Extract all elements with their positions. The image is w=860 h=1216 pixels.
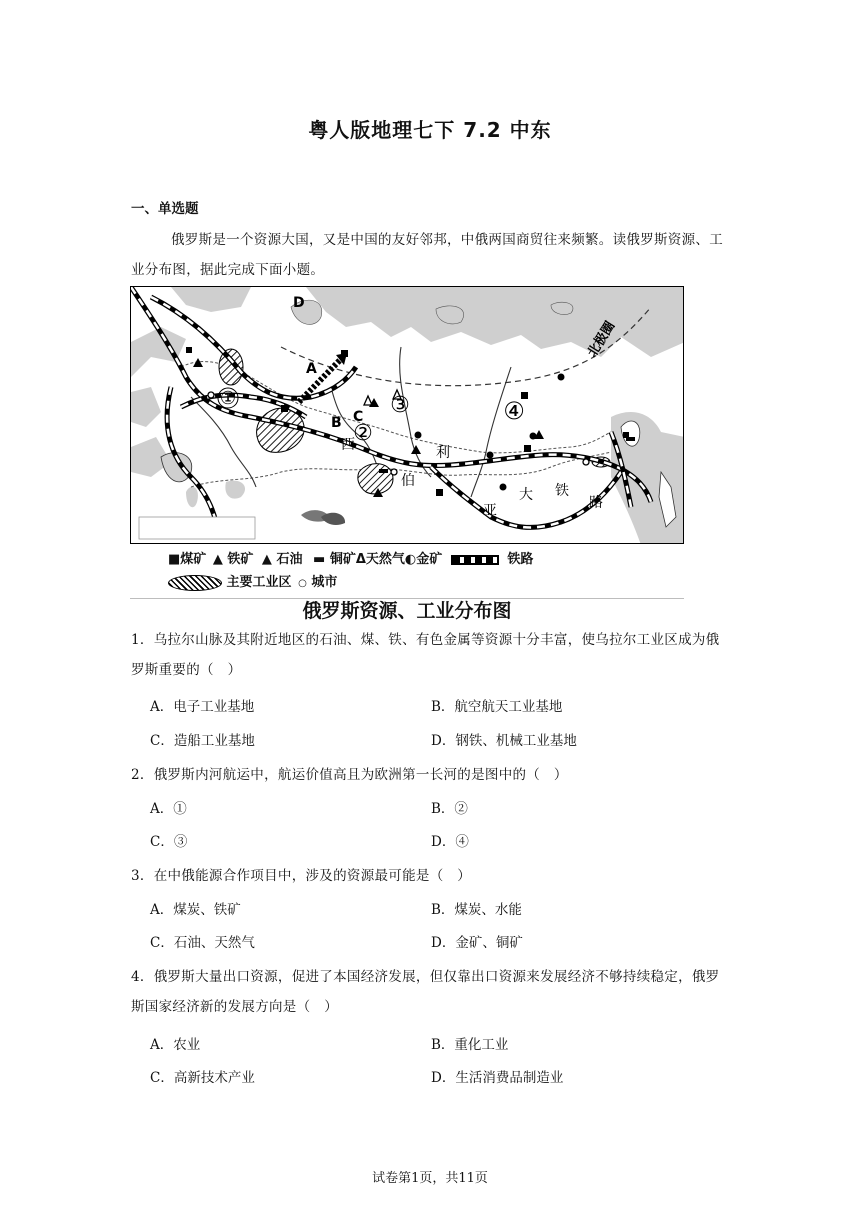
label-A: A xyxy=(306,361,317,377)
q4-option-a[interactable]: A．农业 xyxy=(150,1037,201,1053)
label-li: 利 xyxy=(436,445,450,461)
question-3-stem: 3．在中俄能源合作项目中，涉及的资源最可能是（ ） xyxy=(131,868,472,884)
label-D: D xyxy=(293,295,305,311)
legend-gas: 天然气 xyxy=(365,552,405,567)
label-bo: 伯 xyxy=(401,473,415,489)
map-caption: 俄罗斯资源、工业分布图 xyxy=(302,600,512,622)
label-ya: 亚 xyxy=(483,503,497,519)
legend-coal: 煤矿 xyxy=(180,552,207,567)
q3-option-a[interactable]: A．煤炭、铁矿 xyxy=(150,902,241,918)
document-title: 粤人版地理七下 7.2 中东 xyxy=(308,118,552,142)
q4-option-b[interactable]: B．重化工业 xyxy=(431,1037,509,1053)
legend-iron: 铁矿 xyxy=(227,552,254,567)
legend-copper: 铜矿 xyxy=(329,552,356,567)
q3-option-d[interactable]: D．金矿、铜矿 xyxy=(431,935,523,951)
russia-resource-map xyxy=(130,286,684,544)
gold-legend-icon: ◐ xyxy=(404,552,417,567)
legend-railway: 铁路 xyxy=(507,552,534,567)
q4-option-c[interactable]: C．高新技术产业 xyxy=(150,1070,255,1086)
question-1-stem: 1．乌拉尔山脉及其附近地区的石油、煤、铁、有色金属等资源十分丰富，使乌拉尔工业区成为俄罗斯重要的（ ） xyxy=(131,632,720,678)
intro-paragraph: 俄罗斯是一个资源大国，又是中国的友好邻邦，中俄两国商贸往来频繁。读俄罗斯资源、工业分布图，据此完成下面小题。 xyxy=(131,232,723,278)
label-1: ① xyxy=(219,388,237,409)
label-tie: 铁 xyxy=(555,483,569,499)
q1-option-a[interactable]: A．电子工业基地 xyxy=(150,699,255,715)
europe-land xyxy=(131,327,186,377)
q1-option-c[interactable]: C．造船工业基地 xyxy=(150,733,255,749)
map-legend xyxy=(168,548,598,594)
question-4-stem: 4．俄罗斯大量出口资源，促进了本国经济发展，但仅靠出口资源来发展经济不够持续稳定，俄罗斯国家经济新的发展方向是（ ） xyxy=(131,969,720,1015)
railway-legend-icon xyxy=(451,555,499,565)
q1-option-b[interactable]: B．航空航天工业基地 xyxy=(431,699,563,715)
page-footer: 试卷第1页，共11页 xyxy=(372,1171,488,1186)
q2-option-b[interactable]: B．② xyxy=(431,801,468,817)
legend-gold: 金矿 xyxy=(416,552,443,567)
arctic-circle-label: 北极圈 xyxy=(584,319,619,361)
copper-legend-icon: ▬ xyxy=(313,552,326,567)
q4-option-d[interactable]: D．生活消费品制造业 xyxy=(431,1070,564,1086)
q1-option-d[interactable]: D．钢铁、机械工业基地 xyxy=(431,733,577,749)
industrial-area xyxy=(257,408,305,452)
section-heading: 一、单选题 xyxy=(131,201,199,217)
q2-option-c[interactable]: C．③ xyxy=(150,834,188,850)
label-B: B xyxy=(331,415,342,431)
q3-option-b[interactable]: B．煤炭、水能 xyxy=(431,902,522,918)
legend-industrial: 主要工业区 xyxy=(226,575,292,590)
label-3: ③ xyxy=(390,393,410,418)
q2-option-a[interactable]: A．① xyxy=(150,801,187,817)
gas-legend-icon: Δ xyxy=(355,552,366,567)
label-si: 西 xyxy=(341,437,355,453)
oil-legend-icon: ▲ xyxy=(261,552,272,567)
label-lu: 路 xyxy=(589,495,603,511)
label-da: 大 xyxy=(519,487,533,503)
arctic-ocean-area xyxy=(306,287,684,357)
label-2: ② xyxy=(353,421,373,446)
q3-option-c[interactable]: C．石油、天然气 xyxy=(150,935,255,951)
iron-legend-icon: ▲ xyxy=(212,552,223,567)
question-2-stem: 2．俄罗斯内河航运中，航运价值高且为欧洲第一长河的是图中的（ ） xyxy=(131,767,568,783)
city-legend-icon: ○ xyxy=(298,578,307,589)
legend-city: 城市 xyxy=(311,575,338,590)
legend-oil: 石油 xyxy=(276,552,303,567)
industrial-area xyxy=(358,464,393,494)
coal-legend-icon: ■ xyxy=(168,552,181,567)
industrial-legend-icon xyxy=(168,575,222,591)
q2-option-d[interactable]: D．④ xyxy=(431,834,469,850)
label-C: C xyxy=(353,409,364,425)
label-4: ④ xyxy=(503,397,525,425)
